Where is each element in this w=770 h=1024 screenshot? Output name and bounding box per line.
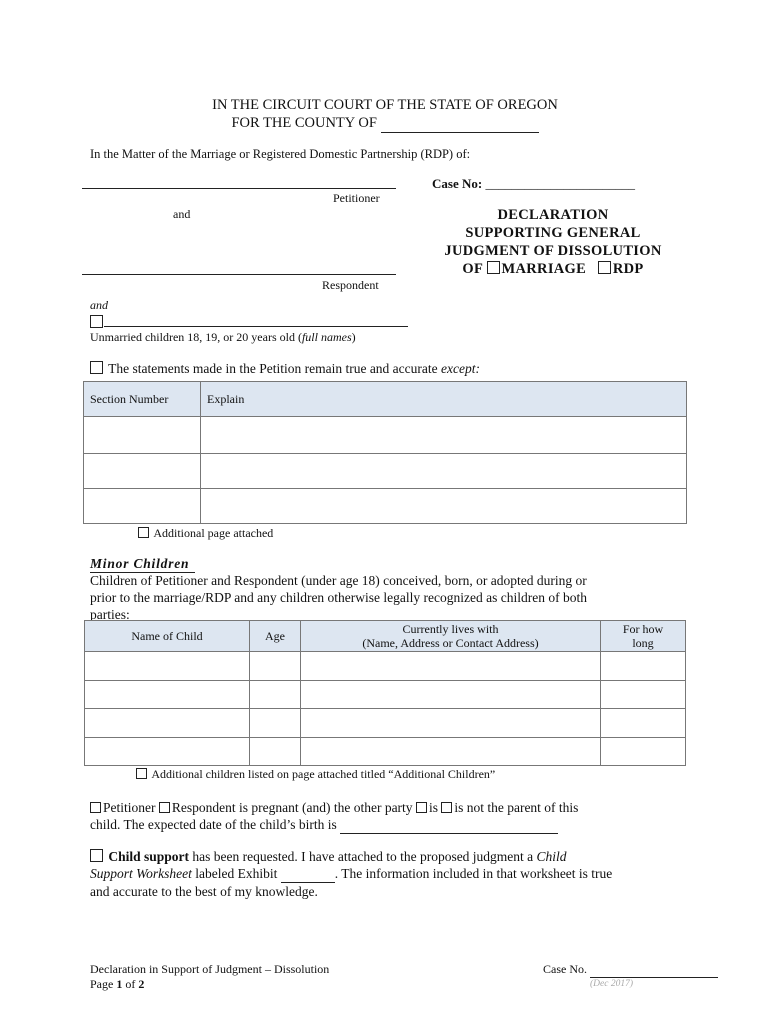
name-of-child-header: Name of Child: [85, 621, 250, 652]
form-name: Declaration in Support of Judgment – Dissolution: [90, 962, 330, 976]
is-not-parent-checkbox[interactable]: [441, 802, 452, 813]
statements-table: [83, 381, 687, 524]
age-header: Age: [250, 621, 301, 652]
additional-children-line: Additional children listed on page attached titled “Additional Children”: [136, 767, 495, 782]
and-label-2: and: [90, 298, 108, 312]
respondent-label: Respondent: [322, 278, 379, 292]
footer-left: [90, 962, 329, 992]
footer-case: Case No.: [543, 962, 718, 978]
additional-children-checkbox[interactable]: [136, 768, 147, 779]
explain-header: Explain: [201, 382, 687, 417]
footer-case-field[interactable]: [590, 962, 718, 978]
minor-children-heading: Minor Children: [90, 556, 195, 573]
table-row: [84, 417, 687, 453]
how-long-header: For how long: [601, 621, 686, 652]
table-row: [85, 652, 686, 681]
birth-date-field[interactable]: [340, 816, 558, 834]
petitioner-pregnant-checkbox[interactable]: [90, 802, 101, 813]
section-number-header: Section Number: [84, 382, 201, 417]
rdp-checkbox[interactable]: [598, 261, 611, 274]
table-row: [85, 709, 686, 738]
case-number: [432, 176, 635, 192]
matter-text: In the Matter of the Marriage or Registered Domestic Partnership (RDP) of:: [90, 147, 471, 161]
marriage-checkbox[interactable]: [487, 261, 500, 274]
children-table: [84, 620, 686, 766]
statements-line: The statements made in the Petition remain true and accurate except:: [90, 360, 480, 377]
table-row: [85, 681, 686, 709]
page-indicator: Page 1 of 2: [90, 977, 145, 991]
children-18-field[interactable]: [104, 326, 408, 327]
case-number-field[interactable]: _______________________: [485, 176, 635, 191]
court-header: [0, 96, 770, 133]
table-row: [84, 488, 687, 523]
table-row: [84, 453, 687, 488]
revision-date: (Dec 2017): [590, 979, 633, 989]
court-line: IN THE CIRCUIT COURT OF THE STATE OF OREGON: [212, 97, 558, 113]
child-support-section: Child support has been requested. I have attached to the proposed judgment a Child Support Worksheet labeled Exhibit . The information included in that worksheet is true and accurate to the best of my knowledge.: [90, 849, 613, 899]
statements-checkbox[interactable]: [90, 361, 103, 374]
pregnancy-section: Petitioner Respondent is pregnant (and) the other party is is not the parent of this child. The expected date of the child’s birth is: [90, 800, 579, 832]
table-row: [85, 738, 686, 766]
is-parent-checkbox[interactable]: [416, 802, 427, 813]
petitioner-label: Petitioner: [333, 191, 380, 205]
case-label: Case No:: [432, 176, 483, 191]
and-label: and: [173, 207, 191, 221]
document-title: DECLARATION SUPPORTING GENERAL JUDGMENT OF DISSOLUTION OF MARRIAGE RDP: [444, 207, 662, 277]
lives-with-header: Currently lives with (Name, Address or Contact Address): [301, 621, 601, 652]
child-support-checkbox[interactable]: [90, 849, 103, 862]
children-18-label: Unmarried children 18, 19, or 20 years old (full names): [90, 330, 356, 344]
respondent-name-field[interactable]: [82, 274, 396, 275]
respondent-pregnant-checkbox[interactable]: [159, 802, 170, 813]
exhibit-field[interactable]: [281, 865, 335, 883]
minor-children-description: Children of Petitioner and Respondent (under age 18) conceived, born, or adopted during or prior to the marriage/RDP and any children otherwise legally recognized as children of both parties:: [90, 573, 587, 622]
county-field[interactable]: [381, 114, 539, 133]
additional-page-checkbox[interactable]: [138, 527, 149, 538]
county-line: FOR THE COUNTY OF: [0, 114, 770, 133]
additional-page-line: Additional page attached: [138, 526, 273, 541]
petitioner-name-field[interactable]: [82, 188, 396, 189]
